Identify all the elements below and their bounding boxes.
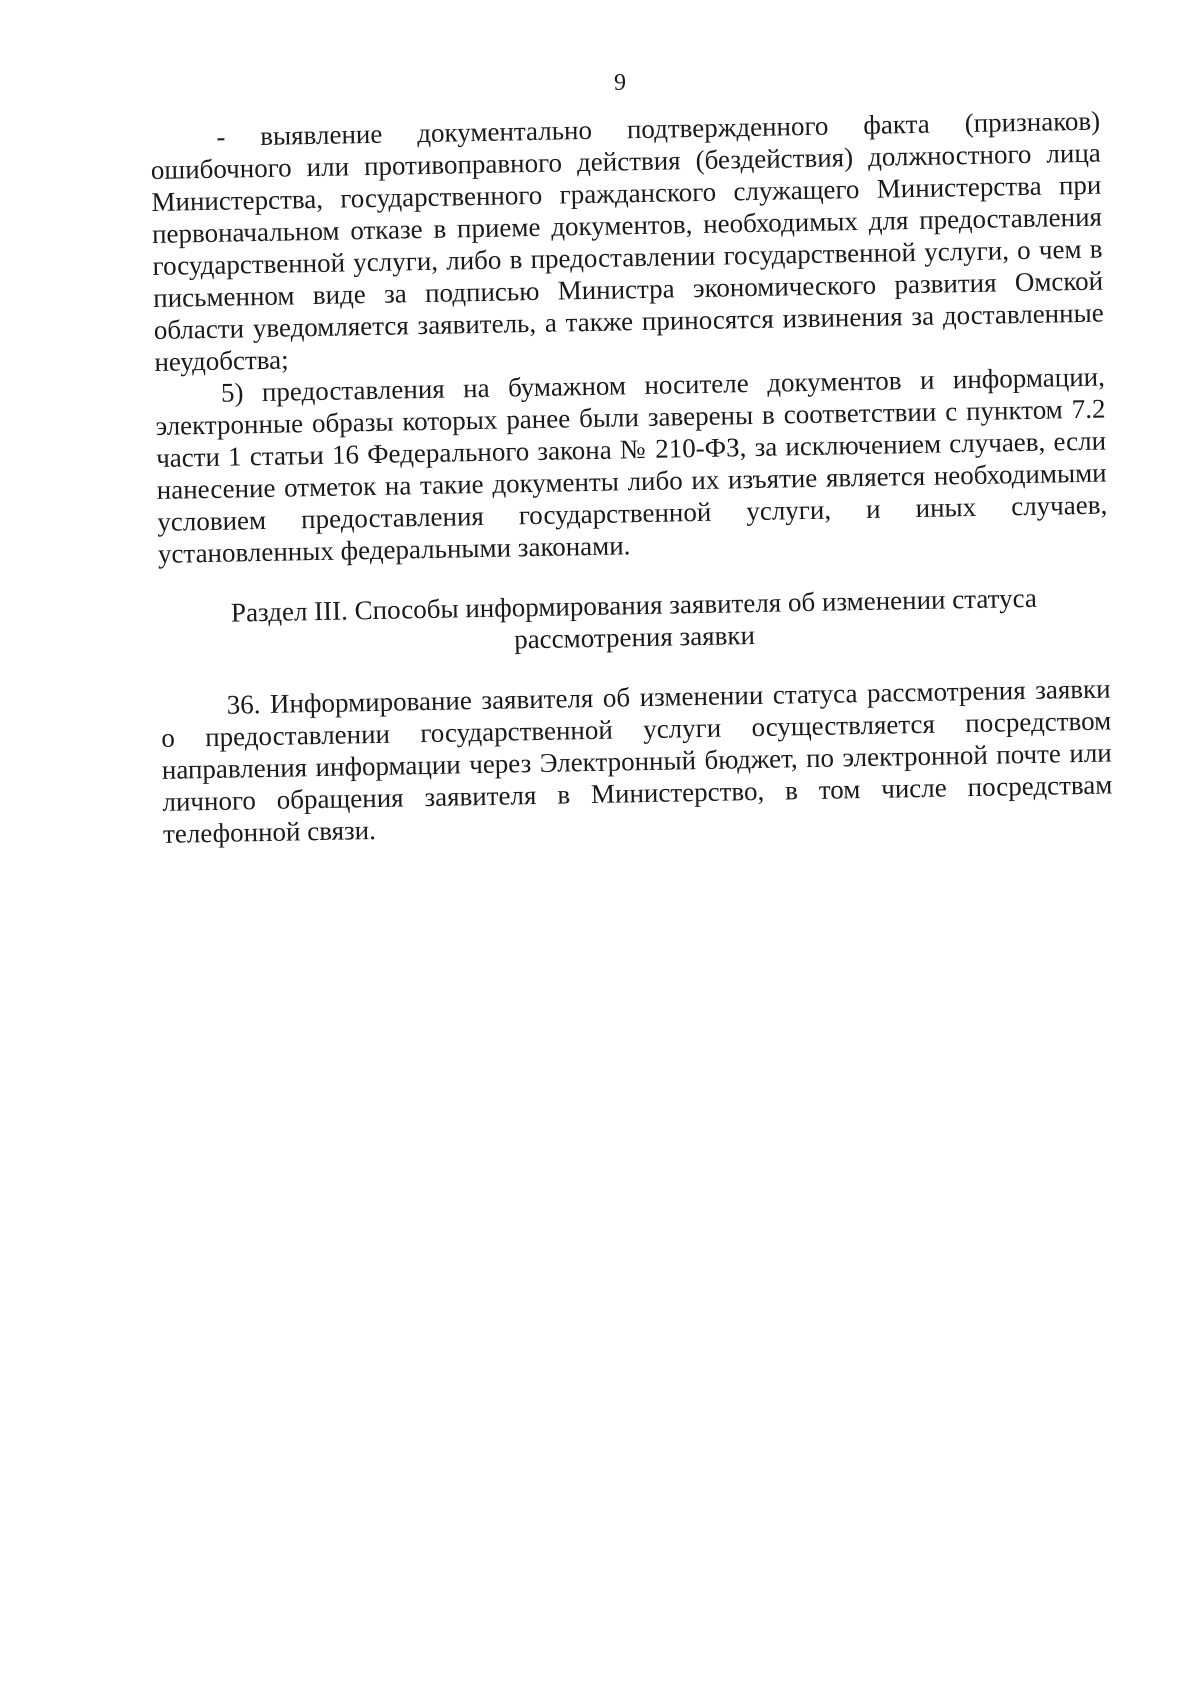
page-number: 9 bbox=[614, 70, 626, 96]
section-heading bbox=[159, 581, 1110, 662]
section-heading-line-2: рассмотрения заявки bbox=[513, 620, 756, 655]
paragraph-36: 36. Информирование заявителя об изменении статуса рассмотрения заявки о предоставлении государственной услуги осуществляется посредством направления информации через Электронный бюджет, по электронной почте или личного обращения заявителя в Министерство, в том числе посредствам телефонной связи. bbox=[161, 673, 1113, 849]
paragraph-item-5: 5) предоставления на бумажном носителе документов и информации, электронные образы которых ранее были заверены в соответствии с пунктом 7.2 части 1 статьи 16 Федерального закона № 210-ФЗ, за исключением случаев, если нанесение отметок на такие документы либо их изъятие является необходимыми условием предоставления государственной услуги, и иных случаев, установленных федеральными законами. bbox=[155, 361, 1108, 569]
paragraph-identification-of-error: - выявление документально подтвержденного факта (признаков) ошибочного или противоправного действия (бездействия) должностного лица Министерства, государственного гражданского служащего Министерства при первоначальном отказе в приеме документов, необходимых для предоставления государственной услуги, либо в предоставлении государственной услуги, о чем в письменном виде за подписью Министра экономического развития Омской области уведомляется заявитель, а также приносятся извинения за доставленные неудобства; bbox=[150, 105, 1104, 377]
document-body bbox=[150, 105, 1113, 850]
section-heading-line-1: Раздел III. Способы информирования заявителя об изменении статуса bbox=[230, 582, 1038, 628]
